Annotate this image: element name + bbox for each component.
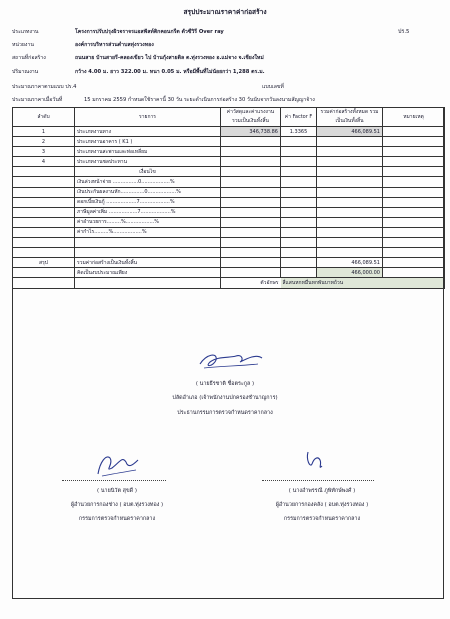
left-signature-icon (92, 448, 144, 480)
cost-summary-table (12, 107, 445, 289)
chair-signature-icon (196, 348, 266, 372)
conditions-title: เงื่อนไข (75, 167, 221, 177)
row-cost: 346,738.86 (221, 127, 281, 137)
condition-profit: ค่ากำไร.........%..................% (75, 227, 221, 237)
quantity-value: กว้าง 4.00 ม. ยาว 322.00 ม. หนา 0.05 ม. หรือมีพื้นที่ไม่น้อยกว่า 1,288 ตร.ม. (75, 69, 265, 75)
form-number: ปร.5 (398, 29, 410, 35)
summary-total-label: รวมค่าก่อสร้างเป็นเงินทั้งสิ้น (75, 258, 221, 268)
row-no: 3 (13, 147, 75, 157)
row-item: ประเภทงานชลประทาน (75, 157, 221, 167)
row-item: ประเภทงานอาคาร ( K1 ) (75, 137, 221, 147)
row-total (317, 147, 383, 157)
agency-value: องค์การบริหารส่วนตำบลทุ่งรวงทอง (75, 42, 154, 48)
row-total (317, 137, 383, 147)
condition-row (13, 227, 445, 237)
row-note (383, 137, 445, 147)
condition-row (13, 217, 445, 227)
summary-total-row (13, 258, 445, 268)
row-factor (281, 157, 317, 167)
row-factor: 1.3365 (281, 127, 317, 137)
quantity-label: ปริมาณงาน (12, 69, 39, 75)
right-signature-icon (300, 446, 328, 476)
condition-advance: เงินล่วงหน้าจ่าย ................0..................% (75, 177, 221, 187)
letters-value: สี่แสนหกหมื่นหกพันบาทถ้วน (281, 278, 445, 288)
conditions-title-row (13, 167, 445, 177)
row-total (317, 157, 383, 167)
row-factor (281, 137, 317, 147)
row-total: 466,089.51 (317, 127, 383, 137)
condition-retention: เงินประกันผลงานหัก...............0..................% (75, 187, 221, 197)
row-item: ประเภทงานทาง (75, 127, 221, 137)
project-value: โครงการปรับปรุงผิวจราจรแอสฟัลท์ติกคอนกรีต ตัวซีวิรี Over ray (75, 29, 224, 35)
header-item: รายการ (75, 108, 221, 127)
header-note: หมายเหตุ (383, 108, 445, 127)
left-name: ( นายนิวัต สุขดี ) (97, 488, 137, 494)
row-no: 4 (13, 157, 75, 167)
row-note (383, 127, 445, 137)
agency-label: หน่วยงาน (12, 42, 34, 48)
row-note (383, 147, 445, 157)
header-cost: ค่าวัสดุและค่าแรงงาน รวมเป็นเงินทั้งสิ้น (221, 108, 281, 127)
summary-letters-row (13, 278, 445, 288)
location-value: ถนนสาย บ้านสายรี-คลองเขียว ไป บ้านกุ้งสายดิล ต.ทุ่งรวงทอง อ.แม่จาง จ.เชียงใหม่ (75, 55, 264, 61)
right-name: ( นางอำพรรณี ภูพิทักษ์พงศ์ ) (288, 488, 356, 494)
table-row (13, 127, 445, 137)
summary-rounded-row (13, 268, 445, 278)
document-title: สรุปประมาณราคาค่าก่อสร้าง (183, 8, 267, 16)
right-role-2: กรรมการตรวจกำหนดราคากลาง (283, 516, 361, 522)
header-total: รวมค่าก่อสร้างทั้งหมด รวมเป็นเงินทั้งสิ้น (317, 108, 383, 127)
left-role-1: ผู้อำนวยการกองช่าง ( อบต.ทุ่งรวงทอง ) (70, 502, 164, 508)
condition-vat: ภาษีมูลค่าเพิ่ม ..................7...................% (75, 207, 221, 217)
row-item: ประเภทงานสะพานและท่อเหลี่ยม (75, 147, 221, 157)
condition-row (13, 177, 445, 187)
project-label: ประเภทงาน (12, 29, 39, 35)
row-cost (221, 137, 281, 147)
header-no: ลำดับ (13, 108, 75, 127)
summary-rounded-label: คิดเป็นงบประมาณเพียง (75, 268, 221, 278)
estimate-form-label: ประมาณราคาตามแบบ ปร.4 (12, 84, 77, 90)
right-role-1: ผู้อำนวยการกองคลัง ( อบต.ทุ่งรวงทอง ) (275, 502, 369, 508)
left-signature-line (62, 480, 166, 481)
table-row (13, 147, 445, 157)
row-factor (281, 147, 317, 157)
row-note (383, 157, 445, 167)
condition-row (13, 197, 445, 207)
condition-row (13, 187, 445, 197)
chair-role-2: ประธานกรรมการตรวจกำหนดราคากลาง (177, 410, 273, 416)
estimate-date-label: ประมาณราคาเมื่อวันที่ (12, 97, 63, 103)
condition-row (13, 207, 445, 217)
row-no: 1 (13, 127, 75, 137)
letters-label: ตัวอักษร (221, 278, 281, 288)
left-role-2: กรรมการตรวจกำหนดราคากลาง (78, 516, 156, 522)
row-no: 2 (13, 137, 75, 147)
table-row (13, 157, 445, 167)
summary-rounded-value: 466,000.00 (317, 268, 383, 278)
summary-label: สรุป (13, 258, 75, 268)
estimate-form-value: แบบเลขที่ (262, 84, 284, 90)
condition-overhead: ค่าอำนวยการ.........%..................% (75, 217, 221, 227)
location-label: สถานที่ก่อสร้าง (12, 55, 46, 61)
header-factor: ค่า Factor F (281, 108, 317, 127)
chair-role-1: ปลัดอำเภอ (เจ้าพนักงานปกครองชำนาญการ) (172, 395, 278, 401)
condition-interest: ดอกเบี้ยเงินกู้ ...................7...................% (75, 197, 221, 207)
estimate-date-value: 15 มกราคม 2559 กำหนดใช้ราคานี้ 30 วัน ระยะดำเนินการก่อสร้าง 30 วันนับจากวันลงนามสัญญาจ้าง (84, 97, 315, 103)
row-cost (221, 147, 281, 157)
row-cost (221, 157, 281, 167)
right-signature-line (262, 480, 374, 481)
table-row (13, 137, 445, 147)
summary-total-value: 466,089.51 (317, 258, 383, 268)
chair-name: ( นายธีรชาติ ชื่อตระกูล ) (195, 381, 255, 387)
